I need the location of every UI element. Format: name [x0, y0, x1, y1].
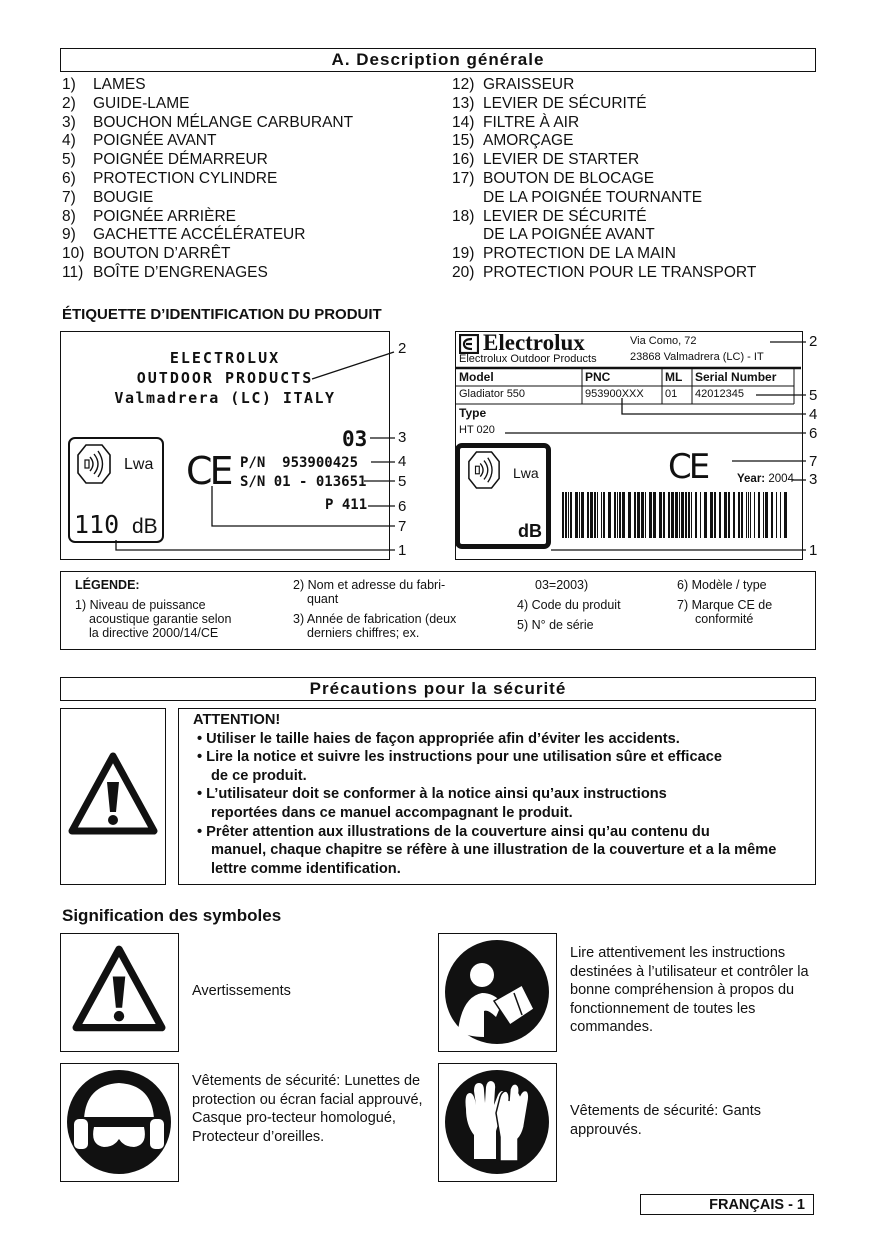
right-callout-4: 4: [809, 406, 818, 423]
part-number: 11): [62, 263, 84, 281]
part-number: 7): [62, 188, 76, 206]
legend-item: conformité: [695, 612, 754, 626]
label-section-heading: ÉTIQUETTE D’IDENTIFICATION DU PRODUIT: [62, 306, 382, 323]
symbol-text-warning: Avertissements: [192, 983, 291, 999]
part-label: LEVIER DE SÉCURITÉ: [483, 94, 647, 112]
label-line-3: Valmadrera (LC) ITALY: [114, 389, 336, 407]
legend-item: 3) Année de fabrication (deux: [293, 612, 457, 626]
part-label: BOÎTE D’ENGRENAGES: [93, 263, 268, 281]
part-number: 16): [452, 151, 475, 169]
label-model: P 411: [325, 497, 368, 513]
part-label: GACHETTE ACCÉLÉRATEUR: [93, 226, 306, 244]
attention-heading: ATTENTION!: [193, 712, 281, 728]
part-label: AMORÇAGE: [483, 132, 574, 150]
type-label: Type: [459, 406, 487, 420]
brand-name: Electrolux: [483, 330, 585, 355]
left-callout-6: 6: [398, 498, 407, 515]
part-label: BOUGIE: [93, 188, 154, 206]
right-callout-1: 1: [809, 542, 818, 559]
legend-item: 4) Code du produit: [517, 598, 621, 612]
safety-bullet-line: manuel, chaque chapitre se réfère à une illustration de la couverture et a la même lettre comme identification.: [211, 842, 777, 877]
part-label: POIGNÉE AVANT: [93, 132, 217, 150]
right-callout-6: 6: [809, 425, 818, 442]
part-number: 15): [452, 132, 475, 150]
type-value: HT 020: [459, 424, 495, 436]
part-number: 20): [452, 263, 475, 281]
legend-item: acoustique garantie selon: [89, 612, 232, 626]
part-number: 4): [62, 132, 76, 150]
attention-text: [193, 711, 808, 878]
symbol-text-gloves: Vêtements de sécurité: Gants approuvés.: [570, 1103, 762, 1138]
part-label: FILTRE À AIR: [483, 113, 580, 131]
symbol-text-ppe: Vêtements de sécurité: Lunettes de protection ou écran facial approuvé, Casque pro-tecteur homologué, Protecteur d’oreilles.: [192, 1073, 423, 1145]
left-callout-1: 1: [398, 542, 407, 559]
lwa-label-right: Lwa: [513, 465, 539, 481]
year-label: Year:: [737, 473, 766, 485]
part-number: 6): [62, 169, 76, 187]
part-number: 8): [62, 207, 76, 225]
col-pnc-header: PNC: [585, 370, 611, 384]
part-label: PROTECTION CYLINDRE: [93, 169, 278, 187]
ce-mark: CE: [186, 449, 231, 493]
label-year: 03: [342, 427, 368, 451]
right-callout-5: 5: [809, 387, 818, 404]
part-label: GUIDE-LAME: [93, 94, 190, 112]
label-serial-number: S/N 01 - 013651: [240, 474, 367, 490]
part-label: BOUTON DE BLOCAGE: [483, 169, 655, 187]
legend-col-3: [517, 578, 621, 632]
safety-title: Précautions pour la sécurité: [60, 677, 816, 701]
part-label: LEVIER DE SÉCURITÉ: [483, 207, 647, 225]
legend-item: 5) N° de série: [517, 618, 594, 632]
year-value: 2004: [768, 473, 794, 485]
model-value: Gladiator 550: [459, 388, 526, 400]
warning-triangle-icon: [72, 944, 166, 1034]
page-footer: FRANÇAIS - 1: [640, 1194, 814, 1215]
legend-item: la directive 2000/14/CE: [89, 626, 219, 640]
legend-col-1: [75, 598, 231, 640]
legend-item: 7) Marque CE de: [677, 598, 773, 612]
left-callout-4: 4: [398, 453, 407, 470]
section-a-title: A. Description générale: [60, 48, 816, 72]
left-callout-7: 7: [398, 518, 407, 535]
right-callout-3: 3: [809, 471, 818, 488]
right-callout-7: 7: [809, 453, 818, 470]
safety-bullet: [193, 823, 808, 879]
legend-item: 2) Nom et adresse du fabri-: [293, 578, 446, 592]
read-manual-icon: [444, 939, 550, 1045]
legend-col-4: [677, 578, 772, 626]
legend-item: 1) Niveau de puissance: [75, 598, 206, 612]
db-unit: dB: [132, 515, 158, 538]
part-label: LAMES: [93, 76, 146, 93]
part-number: 2): [62, 94, 76, 112]
db-value: 110: [74, 510, 120, 539]
legend-col-2: [293, 578, 456, 640]
legend-item: quant: [307, 592, 339, 606]
safety-bullet-line: • L’utilisateur doit se conformer à la notice ainsi qu’aux instructions: [197, 786, 667, 803]
legend-item: 6) Modèle / type: [677, 578, 767, 592]
part-number: 12): [452, 76, 475, 93]
label-line-2: OUTDOOR PRODUCTS: [136, 369, 314, 387]
left-callout-5: 5: [398, 473, 407, 490]
gloves-icon: [444, 1069, 550, 1175]
part-number: 18): [452, 207, 475, 225]
symbols-heading: Signification des symboles: [62, 906, 282, 925]
part-number: 13): [452, 94, 475, 112]
symbol-text-read: Lire attentivement les instructions destinées à l’utilisateur et contrôler la bonne compréhension à propos du fonctionnement de toutes les commandes.: [570, 945, 809, 1036]
part-number: 19): [452, 245, 475, 263]
safety-bullet: [193, 748, 808, 785]
part-label-continued: DE LA POIGNÉE TOURNANTE: [483, 188, 703, 206]
safety-bullet: [193, 730, 808, 749]
legend-title: LÉGENDE:: [75, 578, 140, 592]
company-name: Electrolux Outdoor Products: [459, 353, 597, 365]
safety-bullet-line: de ce produit.: [211, 767, 307, 784]
part-label: BOUCHON MÉLANGE CARBURANT: [93, 113, 354, 131]
legend-item: 03=2003): [535, 578, 589, 592]
part-label: BOUTON D’ARRÊT: [93, 245, 231, 263]
pnc-value: 953900XXX: [585, 388, 644, 400]
part-number: 3): [62, 113, 76, 131]
col-serial-header: Serial Number: [695, 370, 777, 384]
db-unit-right: dB: [518, 521, 542, 541]
part-number: 9): [62, 226, 76, 244]
label-line-1: ELECTROLUX: [169, 349, 281, 367]
ce-mark-right: CE: [668, 447, 708, 487]
part-label-continued: DE LA POIGNÉE AVANT: [483, 226, 655, 244]
lwa-label: Lwa: [124, 456, 154, 473]
part-number: 14): [452, 113, 475, 131]
right-label-callout-lines: [0, 0, 873, 600]
part-label: GRAISSEUR: [483, 76, 575, 93]
col-model-header: Model: [459, 370, 494, 384]
part-number: 1): [62, 76, 76, 93]
col-ml-header: ML: [665, 370, 683, 384]
legend-item: derniers chiffres; ex.: [307, 626, 420, 640]
safety-bullet-line: • Lire la notice et suivre les instructions pour une utilisation sûre et efficace: [197, 749, 722, 766]
right-callout-2: 2: [809, 333, 818, 350]
address-line-2: 23868 Valmadrera (LC) - IT: [630, 351, 764, 363]
ml-value: 01: [665, 388, 678, 400]
part-number: 5): [62, 151, 76, 169]
left-callout-2: 2: [398, 340, 407, 357]
safety-bullet-line: • Prêter attention aux illustrations de la couverture ainsi qu’au contenu du: [197, 823, 710, 840]
helmet-goggles-icon: [66, 1069, 172, 1175]
part-label: POIGNÉE ARRIÈRE: [93, 207, 236, 225]
part-number: 17): [452, 169, 475, 187]
part-label: LEVIER DE STARTER: [483, 151, 640, 169]
safety-bullet-line: reportées dans ce manuel accompagnant le produit.: [211, 804, 573, 821]
safety-bullet: [193, 785, 808, 822]
part-label: POIGNÉE DÉMARREUR: [93, 151, 268, 169]
part-number: 10): [62, 245, 85, 263]
safety-bullet-line: • Utiliser le taille haies de façon appropriée afin d’éviter les accidents.: [197, 730, 680, 747]
warning-triangle-icon: [68, 752, 158, 836]
label-part-number: P/N 953900425: [240, 455, 359, 471]
part-label: PROTECTION POUR LE TRANSPORT: [483, 263, 757, 281]
left-callout-3: 3: [398, 429, 407, 446]
serial-value: 42012345: [695, 388, 744, 400]
address-line-1: Via Como, 72: [630, 335, 697, 347]
part-label: PROTECTION DE LA MAIN: [483, 245, 676, 263]
